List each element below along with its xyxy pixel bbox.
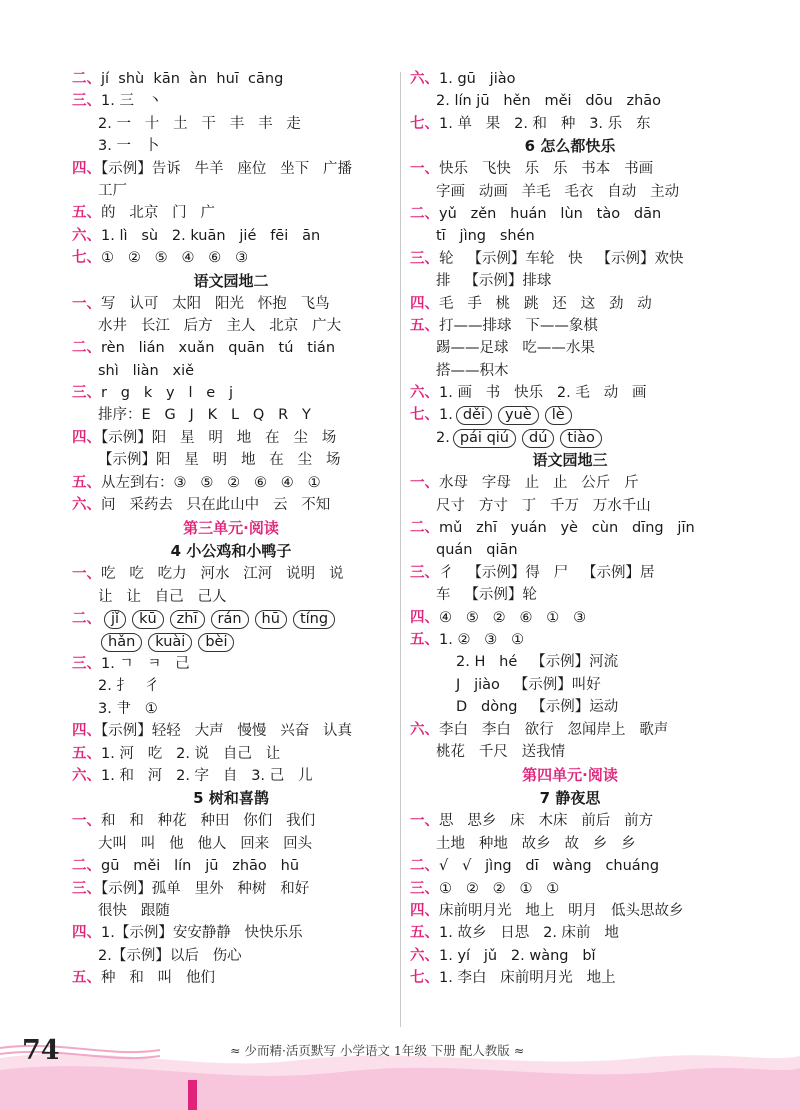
answer-line <box>72 337 390 359</box>
answer-line <box>410 203 730 225</box>
question-number: 五、 <box>410 317 439 334</box>
question-number: 二、 <box>72 858 101 875</box>
answer-line <box>410 113 730 135</box>
answer-text: 搭——积木 <box>436 362 509 379</box>
section-heading: 5 树和喜鹊 <box>193 789 269 808</box>
circled-pinyin: tíng <box>293 610 335 629</box>
pink-tab-marker <box>188 1080 197 1110</box>
question-number: 三、 <box>410 250 439 267</box>
answer-text: 种 和 叫 他们 <box>101 970 215 987</box>
answer-line <box>410 967 730 989</box>
question-number: 三、 <box>72 93 101 110</box>
answer-text: rèn lián xuǎn quān tú tián <box>101 340 336 357</box>
section-heading: 6 怎么都快乐 <box>524 137 616 156</box>
unit-heading: 第四单元·阅读 <box>522 766 618 785</box>
answer-line <box>410 539 730 561</box>
answer-line <box>410 855 730 877</box>
answer-text: 桃花 千尺 送我情 <box>436 743 566 760</box>
answer-text: 1. gū jiào <box>439 71 516 87</box>
answer-text: 彳 【示例】得 尸 【示例】居 <box>439 564 655 581</box>
question-number: 四、 <box>410 609 439 626</box>
answer-line <box>72 135 390 157</box>
answer-line <box>72 833 390 855</box>
circled-pinyin: dú <box>522 429 554 448</box>
answer-text: 车 【示例】轮 <box>436 587 537 604</box>
answer-text: 排 【示例】排球 <box>436 273 552 290</box>
question-number: 六、 <box>410 385 439 402</box>
answer-line <box>410 225 730 247</box>
question-number: 一、 <box>72 566 101 583</box>
right-column <box>410 68 730 989</box>
circled-pinyin: kū <box>132 610 164 629</box>
column-divider <box>400 72 401 1027</box>
question-number: 一、 <box>410 475 439 492</box>
answer-text: 【示例】阳 星 明 地 在 尘 场 <box>98 452 341 469</box>
question-number: 二、 <box>72 71 101 87</box>
question-number: 二、 <box>410 858 439 875</box>
answer-line <box>410 68 730 90</box>
answer-line <box>72 720 390 742</box>
answer-text: 2.【示例】以后 伤心 <box>98 947 242 964</box>
answer-line <box>410 337 730 359</box>
answer-line <box>410 158 730 180</box>
answer-text: 和 和 种花 种田 你们 我们 <box>101 813 316 830</box>
answer-text: mǔ zhī yuán yè cùn dīng jīn <box>439 520 695 537</box>
section-heading: 7 静夜思 <box>539 789 601 808</box>
question-number: 五、 <box>72 970 101 987</box>
answer-text: r g k y l e j <box>101 385 234 402</box>
answer-line <box>410 651 730 673</box>
question-number: 四、 <box>410 295 439 312</box>
answer-text: 2. 扌 彳 <box>98 678 160 695</box>
question-number: 四、 <box>72 160 101 177</box>
answer-text: 【示例】轻轻 大声 慢慢 兴奋 认真 <box>101 723 353 740</box>
answer-line <box>410 360 730 382</box>
answer-line <box>72 382 390 404</box>
question-number: 三、 <box>410 564 439 581</box>
footer-series-title: ≈ 少而精·活页默写 小学语文 1年级 下册 配人教版 ≈ <box>230 1043 525 1058</box>
question-number: 二、 <box>410 520 439 537</box>
answer-line <box>72 404 390 426</box>
circled-pinyin: kuài <box>148 633 192 652</box>
answer-line <box>410 674 730 696</box>
answer-text: 工厂 <box>98 182 127 199</box>
circled-pinyin: lè <box>545 406 572 425</box>
answer-text: 李白 李白 欲行 忽闻岸上 歌声 <box>439 721 669 738</box>
answer-text: 写 认可 太阳 阳光 怀抱 飞鸟 <box>101 295 330 312</box>
answer-line <box>72 608 390 630</box>
question-number: 五、 <box>72 745 101 762</box>
answer-text: 1. ㄱ ㅋ 己 <box>101 655 190 672</box>
answer-line <box>72 967 390 989</box>
answer-text: jí shù kān àn huī cāng <box>101 71 284 87</box>
question-number: 六、 <box>72 227 101 244</box>
question-number: 三、 <box>72 385 101 402</box>
answer-line <box>410 181 730 203</box>
answer-text: √ √ jìng dī wàng chuáng <box>439 858 660 875</box>
answer-text: 排序：E G J K L Q R Y <box>98 407 311 424</box>
answer-line <box>410 900 730 922</box>
answer-line <box>72 449 390 471</box>
answer-line <box>410 270 730 292</box>
answer-line <box>72 810 390 832</box>
answer-text: 【示例】告诉 牛羊 座位 坐下 广播 <box>101 160 353 177</box>
answer-text: 让 让 自己 己人 <box>98 588 227 605</box>
question-number: 四、 <box>72 925 101 942</box>
answer-line <box>72 315 390 337</box>
question-number: 二、 <box>72 611 101 628</box>
circled-pinyin: hū <box>255 610 287 629</box>
answer-line <box>72 180 390 202</box>
question-number: 七、 <box>410 970 439 987</box>
answer-line <box>72 900 390 922</box>
answer-text: 3. 一 卜 <box>98 138 160 155</box>
question-number: 五、 <box>410 925 439 942</box>
answer-text: yǔ zěn huán lùn tào dān <box>439 205 662 222</box>
answer-text: 1. 故乡 日思 2. 床前 地 <box>439 925 619 942</box>
answer-text: J jiào 【示例】叫好 <box>456 676 601 693</box>
answer-line <box>410 833 730 855</box>
answer-line <box>410 315 730 337</box>
answer-text: 的 北京 门 广 <box>101 205 215 222</box>
question-number: 三、 <box>410 880 439 897</box>
answer-text: 1. 画 书 快乐 2. 毛 动 画 <box>439 385 647 402</box>
answer-text: quán qiān <box>436 542 518 559</box>
answer-text: 从左到右：③ ⑤ ② ⑥ ④ ① <box>101 474 321 491</box>
question-number: 五、 <box>72 474 101 491</box>
answer-line <box>72 922 390 944</box>
answer-line <box>410 293 730 315</box>
question-number: 二、 <box>410 205 439 222</box>
circled-pinyin: tiào <box>560 429 601 448</box>
circled-pinyin: bèi <box>198 633 234 652</box>
unit-heading: 第三单元·阅读 <box>183 519 279 538</box>
answer-text: 土地 种地 故乡 故 乡 乡 <box>436 835 636 852</box>
answer-text: 水母 字母 止 止 公斤 斤 <box>439 475 639 492</box>
answer-text: 床前明月光 地上 明月 低头思故乡 <box>439 902 684 919</box>
answer-line <box>410 607 730 629</box>
question-number: 五、 <box>410 631 439 648</box>
section-heading: 语文园地二 <box>193 271 269 290</box>
answer-line <box>72 698 390 720</box>
answer-line <box>72 653 390 675</box>
answer-line <box>410 696 730 718</box>
answer-line <box>410 404 730 426</box>
answer-line <box>72 631 390 653</box>
answer-text: 2. lín jū hěn měi dōu zhāo <box>436 93 662 110</box>
answer-text: 【示例】阳 星 明 地 在 尘 场 <box>101 429 337 446</box>
answer-text: 很快 跟随 <box>98 902 170 919</box>
answer-line <box>72 765 390 787</box>
answer-line <box>72 113 390 135</box>
answer-line <box>72 878 390 900</box>
question-number: 四、 <box>410 902 439 919</box>
answer-line <box>410 878 730 900</box>
answer-line <box>72 202 390 224</box>
question-number: 一、 <box>72 295 101 312</box>
answer-text: 轮 【示例】车轮 快 【示例】欢快 <box>439 250 684 267</box>
answer-text: ① ② ② ① ① <box>439 880 560 897</box>
answer-line <box>410 248 730 270</box>
answer-text: 1.【示例】安安静静 快快乐乐 <box>101 925 303 942</box>
question-number: 一、 <box>410 161 439 178</box>
answer-text: 【示例】孤单 里外 种树 和好 <box>101 880 310 897</box>
answer-text: 2. 一 十 土 干 丰 丰 走 <box>98 115 301 132</box>
answer-text: 1. 李白 床前明月光 地上 <box>439 970 616 987</box>
answer-line <box>72 247 390 269</box>
answer-text: tī jìng shén <box>436 228 535 245</box>
question-number: 五、 <box>72 205 101 222</box>
answer-line <box>72 293 390 315</box>
answer-text: 吃 吃 吃力 河水 江河 说明 说 <box>101 566 344 583</box>
answer-line <box>410 90 730 112</box>
answer-text: D dòng 【示例】运动 <box>456 699 619 716</box>
answer-line <box>72 158 390 180</box>
answer-line <box>410 945 730 967</box>
question-number: 六、 <box>410 71 439 87</box>
question-number: 七、 <box>72 250 101 267</box>
section-heading: 语文园地三 <box>532 451 608 470</box>
answer-line <box>72 494 390 516</box>
question-number: 三、 <box>72 880 101 897</box>
circled-pinyin: zhī <box>170 610 205 629</box>
answer-text: 打——排球 下——象棋 <box>439 317 598 334</box>
circled-pinyin: rán <box>211 610 249 629</box>
answer-text: 3. 肀 ① <box>98 700 158 717</box>
answer-text: 尺寸 方寸 丁 千万 万水千山 <box>436 497 651 514</box>
answer-text: 快乐 飞快 乐 乐 书本 书画 <box>439 161 654 178</box>
answer-text: gū měi lín jū zhāo hū <box>101 858 300 875</box>
answer-text: 1. 单 果 2. 和 种 3. 乐 东 <box>439 115 651 132</box>
answer-line <box>72 563 390 585</box>
answer-line <box>410 427 730 449</box>
answer-line <box>410 922 730 944</box>
question-number: 七、 <box>410 407 439 424</box>
question-number: 三、 <box>72 655 101 672</box>
answer-text: 问 采药去 只在此山中 云 不知 <box>101 497 331 514</box>
answer-line <box>410 741 730 763</box>
answer-text: ① ② ⑤ ④ ⑥ ③ <box>101 250 249 267</box>
answer-text: 水井 长江 后方 主人 北京 广大 <box>98 317 342 334</box>
answer-text: 1. yí jǔ 2. wàng bǐ <box>439 947 596 964</box>
circled-pinyin: pái qiú <box>453 429 516 448</box>
answer-line <box>72 90 390 112</box>
answer-text: 大叫 叫 他 他人 回来 回头 <box>98 835 313 852</box>
answer-line <box>72 68 390 90</box>
section-heading: 4 小公鸡和小鸭子 <box>170 542 292 561</box>
answer-text: 1. 河 吃 2. 说 自己 让 <box>101 745 281 762</box>
answer-text: 1. ② ③ ① <box>439 631 525 648</box>
answer-line <box>72 945 390 967</box>
answer-line <box>410 719 730 741</box>
question-number: 六、 <box>72 497 101 514</box>
question-number: 四、 <box>72 723 101 740</box>
question-number: 六、 <box>72 767 101 784</box>
answer-line <box>72 225 390 247</box>
question-number: 六、 <box>410 721 439 738</box>
answer-line <box>72 743 390 765</box>
circled-pinyin: yuè <box>498 406 539 425</box>
answer-text: 1. 和 河 2. 字 自 3. 己 儿 <box>101 767 313 784</box>
answer-line <box>72 675 390 697</box>
answer-text: shì liàn xiě <box>98 362 195 379</box>
question-number: 一、 <box>72 813 101 830</box>
item-prefix: 1. <box>439 407 453 424</box>
answer-line <box>72 472 390 494</box>
answer-text: ④ ⑤ ② ⑥ ① ③ <box>439 609 587 626</box>
question-number: 四、 <box>72 429 101 446</box>
answer-text: 1. lì sù 2. kuān jié fēi ān <box>101 227 321 244</box>
answer-line <box>410 562 730 584</box>
answer-text: 踢——足球 吃——水果 <box>436 340 595 357</box>
answer-line <box>72 586 390 608</box>
answer-line <box>72 360 390 382</box>
item-prefix: 2. <box>436 429 450 446</box>
answer-text: 字画 动画 羊毛 毛衣 自动 主动 <box>436 183 680 200</box>
page-number: 74 <box>22 1035 60 1066</box>
circled-pinyin: hǎn <box>101 633 142 652</box>
question-number: 六、 <box>410 947 439 964</box>
answer-line <box>72 855 390 877</box>
answer-line <box>410 517 730 539</box>
left-column <box>72 68 390 989</box>
circled-pinyin: děi <box>456 406 492 425</box>
question-number: 二、 <box>72 340 101 357</box>
answer-text: 1. 三 丶 <box>101 93 163 110</box>
answer-line <box>410 584 730 606</box>
answer-line <box>410 472 730 494</box>
answer-line <box>72 427 390 449</box>
circled-pinyin: jǐ <box>104 610 126 629</box>
answer-text: 毛 手 桃 跳 还 这 劲 动 <box>439 295 652 312</box>
answer-text: 2. H hé 【示例】河流 <box>456 654 619 671</box>
answer-line <box>410 495 730 517</box>
answer-line <box>410 382 730 404</box>
answer-line <box>410 810 730 832</box>
answer-line <box>410 629 730 651</box>
question-number: 七、 <box>410 115 439 132</box>
question-number: 一、 <box>410 813 439 830</box>
answer-text: 思 思乡 床 木床 前后 前方 <box>439 813 654 830</box>
